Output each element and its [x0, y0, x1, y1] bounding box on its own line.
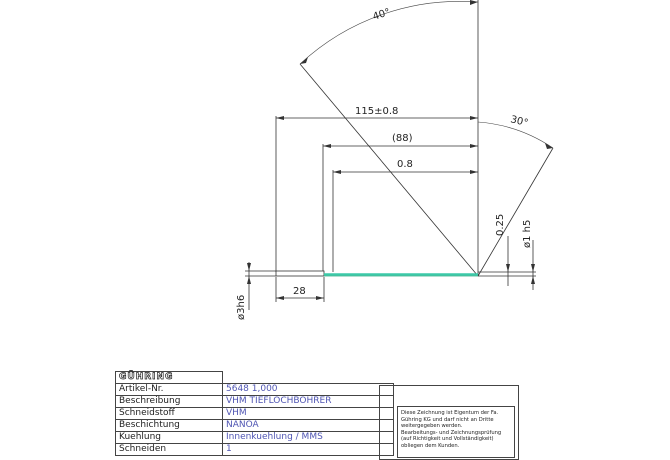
ref-length-label: (88): [392, 133, 413, 144]
angle-30-label: 30°: [509, 114, 530, 130]
row-value: VHM: [223, 408, 394, 420]
row-label: Artikel-Nr.: [116, 384, 223, 396]
table-row: [116, 420, 394, 432]
overall-length-label: 115±0.8: [355, 106, 399, 117]
arrow-shank-right: [316, 296, 324, 300]
note-line: Gühring KG und darf nicht an Dritte: [401, 416, 494, 423]
arrow-overall-right: [470, 116, 478, 120]
arrow-shank-dia-bottom: [247, 276, 251, 284]
tip-diameter-label: ø1 h5: [522, 219, 533, 248]
angle-40-arrow-right: [470, 0, 478, 5]
ownership-note: [397, 406, 515, 458]
guhring-logo: GÜHRING: [119, 372, 174, 382]
note-line: Diese Zeichnung ist Eigentum der Fa.: [401, 410, 499, 416]
row-label: Schneidstoff: [116, 408, 223, 420]
row-value: Innenkuehlung / MMS: [223, 432, 394, 444]
arrow-small-right: [470, 170, 478, 174]
shank-diameter-label: ø3h6: [236, 294, 247, 320]
row-value: 1: [223, 444, 394, 456]
note-line: obliegen dem Kunden.: [401, 442, 460, 449]
shank-body: [276, 271, 324, 276]
small-length-label: 0.8: [397, 159, 413, 170]
angle-30-arrow: [545, 143, 553, 149]
row-value: VHM TIEFLOCHBOHRER: [223, 396, 394, 408]
title-block-table: [115, 371, 394, 456]
table-row: [116, 432, 394, 444]
table-row: [116, 396, 394, 408]
row-label: Schneiden: [116, 444, 223, 456]
arrow-tip-dia-top: [531, 264, 535, 272]
arrow-shank-left: [276, 296, 284, 300]
logo-cell: [116, 372, 223, 384]
row-label: Kuehlung: [116, 432, 223, 444]
note-line: weitergegeben werden.: [401, 423, 463, 430]
arrow-tip-radius: [506, 264, 510, 272]
note-line: (auf Richtigkeit und Vollständigkeit): [401, 436, 494, 443]
angle-30-ray: [478, 148, 553, 276]
row-label: Beschreibung: [116, 396, 223, 408]
arrow-ref-left: [323, 144, 331, 148]
angle-40-ray: [300, 64, 478, 276]
row-label: Beschichtung: [116, 420, 223, 432]
note-line: Bearbeitungs- und Zeichnungsprüfung: [401, 429, 502, 436]
arrow-ref-right: [470, 144, 478, 148]
table-row: [116, 384, 394, 396]
table-row: [116, 444, 394, 456]
arrow-shank-dia-top: [247, 263, 251, 271]
arrow-tip-dia-bottom: [531, 276, 535, 284]
row-value: 5648 1,000: [223, 384, 394, 396]
row-value: NANOA: [223, 420, 394, 432]
tip-radius-label: 0.25: [495, 213, 506, 236]
shank-length-label: 28: [293, 286, 306, 297]
logo-cell-empty: [223, 372, 394, 384]
angle-40-label: 40°: [371, 6, 392, 23]
arrow-overall-left: [276, 116, 284, 120]
table-row: [116, 408, 394, 420]
arrow-small-left: [333, 170, 341, 174]
